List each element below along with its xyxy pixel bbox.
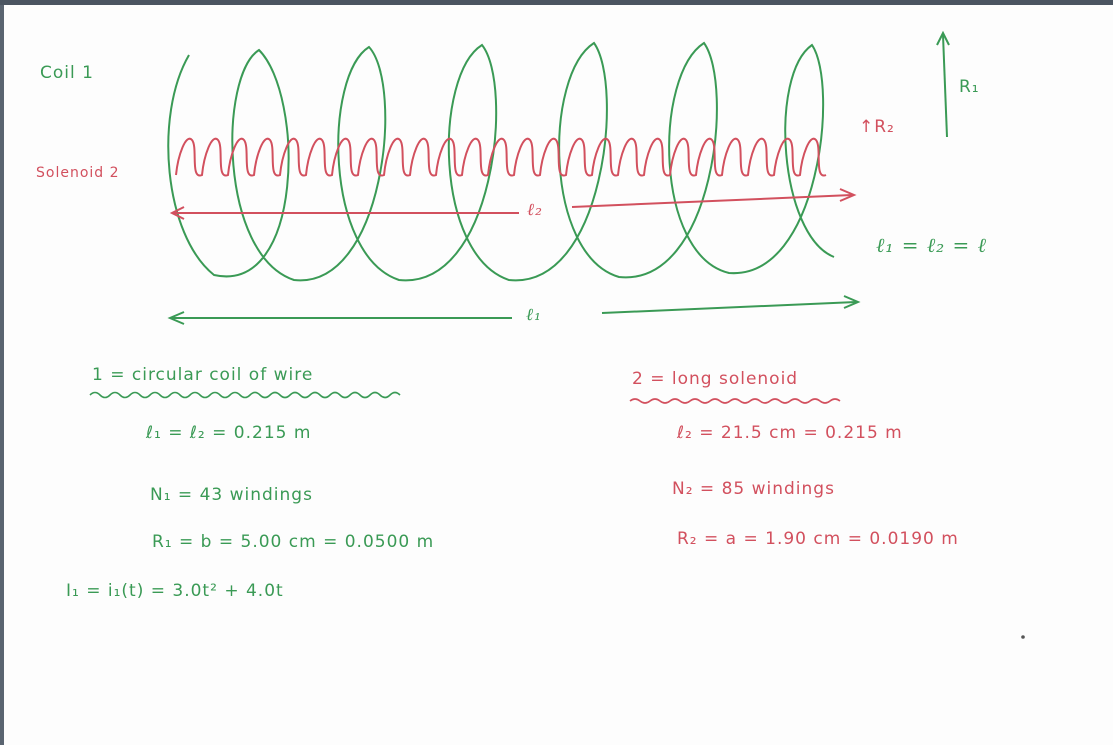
solenoid-2-turns xyxy=(176,139,826,176)
equal-lengths-relation: ℓ₁ = ℓ₂ = ℓ xyxy=(876,233,987,257)
solenoid-heading-underline xyxy=(630,399,840,403)
solenoid-2-label: Solenoid 2 xyxy=(36,165,120,181)
l2-arrow xyxy=(172,189,854,219)
coil-1-loops xyxy=(168,43,834,280)
solenoid-radius-equation: R₂ = a = 1.90 cm = 0.0190 m xyxy=(677,529,959,549)
coil-current-equation: I₁ = i₁(t) = 3.0t² + 4.0t xyxy=(66,581,284,601)
solenoid-windings-equation: N₂ = 85 windings xyxy=(672,479,835,499)
R2-label: ↑R₂ xyxy=(859,117,895,137)
l1-arrow xyxy=(170,296,858,324)
R1-arrow xyxy=(937,33,949,137)
coil-heading-underline xyxy=(90,393,400,398)
l2-label: ℓ₂ xyxy=(524,200,546,220)
coil-1-label: Coil 1 xyxy=(40,63,94,83)
coil-windings-equation: N₁ = 43 windings xyxy=(150,485,313,505)
solenoid-notes-heading: 2 = long solenoid xyxy=(632,369,799,389)
stray-dot xyxy=(1021,635,1025,639)
paper-sheet xyxy=(4,5,1113,745)
l1-label: ℓ₁ xyxy=(522,305,546,325)
coil-radius-equation: R₁ = b = 5.00 cm = 0.0500 m xyxy=(152,532,435,552)
solenoid-length-equation: ℓ₂ = 21.5 cm = 0.215 m xyxy=(677,423,903,443)
coil-length-equation: ℓ₁ = ℓ₂ = 0.215 m xyxy=(146,423,312,443)
coil-notes-heading: 1 = circular coil of wire xyxy=(92,365,314,385)
R1-label: R₁ xyxy=(959,77,980,97)
